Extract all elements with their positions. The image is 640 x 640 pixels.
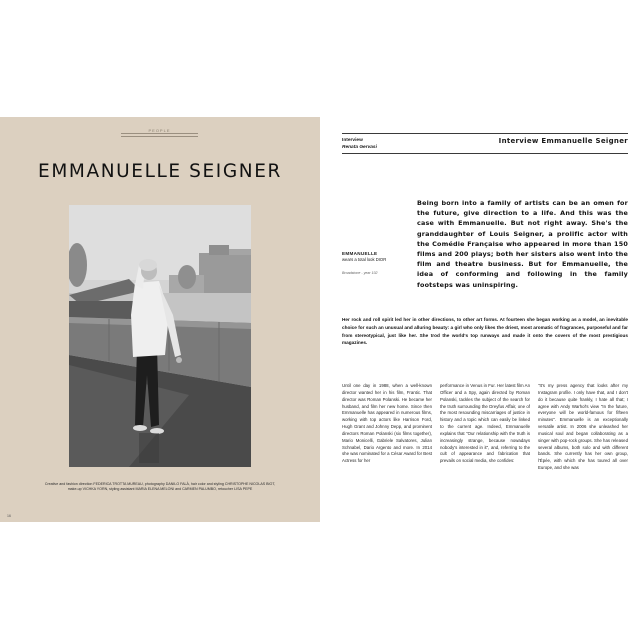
right-page (320, 117, 640, 522)
left-page (0, 117, 320, 522)
header-rule-top (342, 133, 628, 134)
lead-paragraph: Being born into a family of artists can be an omen for the future, give direction to a life. And this was the case with Emmanuelle. But not right away. She's the granddaughter of Louis Seigner, a prolific actor with the Comédie Française who appeared in more than 150 films and 200 plays; both her sisters also went into the film and theatre business. But for Emmanuelle, the idea of conforming and following in the family footsteps was uninspiring. (417, 199, 628, 289)
body-text: performance in Venus in Fur. Her latest film An Officer and a Spy, again directed by Roman Polanski, tackles the subject of the search for the truth surrounding the Dreyfus Affair, one of the most resounding miscarriages of justice in history and a topic which can easily be linked to the current age. Indeed, Emmanuelle explains that "Our relationship with the truth is increasingly strange, because nowadays nobody's interested in it", and, referring to the cult of appearance and fabrication that prevails on social media, she confides: (440, 383, 530, 464)
body-column-3 (538, 383, 628, 472)
magazine-spread (0, 117, 640, 522)
page-title: EMMANUELLE SEIGNER (38, 161, 282, 182)
header-rule-bottom (342, 153, 628, 154)
header-section: Interview (342, 138, 363, 143)
section-rule-top (121, 133, 198, 134)
body-column-1 (342, 383, 432, 465)
caption-name: EMMANUELLE (342, 251, 378, 256)
section-rule-bottom (121, 136, 198, 137)
caption-description: wears a total look DIOR (342, 257, 387, 262)
body-text: "It's my press agency that looks after my Instagram profile. I only have that, and I don't do it because quite frankly, I hate all that; I agree with Andy Warhol's view "In the future, everyone will be world-famous for fifteen minutes". Emmanuelle is an exceptionally versatile artist. In 2006 she unleashed her musical soul and began collaborating as a singer with pop-rock groups. She has released several albums, both solo and with different bands. She currently has her own group, l'Épée, with which she has toured all over Europe, and she was (538, 383, 628, 471)
photo-credits: Creative and fashion direction FEDERICA TROTTA MUREAU, photography DANILO FALÀ, hair color and styling CHRISTOPHE NICOLAS BIOT, make-up VICHKA YORN, styling assistant MARIA ELENA MELONI and CARMEN PALUMBO, retoucher LISA PEPE (44, 482, 276, 491)
header-author: Renata Gervasi (342, 145, 377, 150)
portrait-photo (69, 205, 251, 467)
caption-credit: Broadstone - year 102 (342, 271, 378, 275)
header-title: Interview Emmanuelle Seigner (498, 137, 628, 145)
intro-paragraph: Her rock and roll spirit led her in other directions, to other art forms. At fourteen she began working as a model, an inevitable choice for such an unusual and alluring beauty: a girl who only likes the driest, most aromatic of fragrances, purposeful and far from stereotypical, just like her. She trod the world's top runways and made it onto the covers of the most prestigious magazines. (342, 317, 628, 346)
header-section-block (342, 137, 377, 151)
photo-caption (342, 251, 412, 275)
page-number: 16 (7, 514, 11, 518)
section-label: PEOPLE (148, 128, 171, 133)
body-column-2 (440, 383, 530, 465)
body-text: Until one day in 1988, when a well-known director wanted her in his film, Frantic. That director was Roman Polanski. He became her husband, and film her new home. Since then Emmanuelle has appeared in numerous films, working with top actors like Harrison Ford, Hugh Grant and Johnny Depp, and prominent directors Roman Polanski (six films together), Mario Monicelli, Gabriele Salvatores, Julian Schnabel, Dario Argento and more. In 2014 she was nominated for a César Award for Best Actress for her (342, 383, 432, 464)
